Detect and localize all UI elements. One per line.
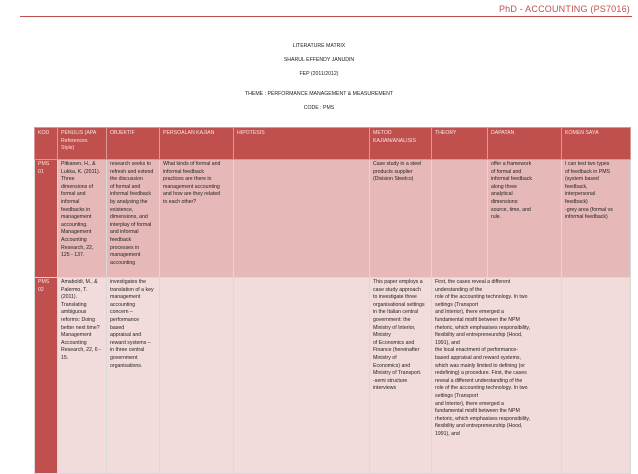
literature-matrix-table [34, 127, 631, 474]
table-row [35, 160, 631, 278]
theme: THEME : PERFORMANCE MANAGEMENT & MEASUREMENT [244, 91, 394, 97]
row-code: PMS 02 [35, 278, 58, 474]
row-hypothesis [234, 160, 370, 278]
header-rule [20, 16, 632, 17]
row-theory [432, 160, 488, 278]
row-comment: I can test two types of feedback in PMS (system based feedback, interpersonal feedback) -grey area (formal vs informal feedback) [562, 160, 631, 278]
row-code: PMS 01 [35, 160, 58, 278]
col-header-persoalan: PERSOALAN KAJIAN [160, 128, 234, 160]
row-findings: offer a framework of formal and informal feedback along three analytical dimensions: source, time, and rule. [488, 160, 562, 278]
header-row [35, 128, 631, 160]
col-header-theory: THEORY [432, 128, 488, 160]
col-header-komen: KOMEN SAYA [562, 128, 631, 160]
col-header-kod: KOD [35, 128, 58, 160]
header-title: PhD - ACCOUNTING (PS7016) [498, 4, 630, 14]
row-question [160, 278, 234, 474]
table-row [35, 278, 631, 474]
row-objective: investigates the translation of a key management accounting concern – performance based appraisal and reward systems – in three central government organisations. [107, 278, 160, 474]
row-author: Amaboldi, M., & Palermo, T. (2011). Translating ambiguous reforms: Doing better next time? Management Accounting Research, 22, 6 - 15. [58, 278, 107, 474]
row-method: Case study in a steel products supplier (Division Steelco) [370, 160, 432, 278]
row-objective: research seeks to refresh and extend the discussion of formal and informal feedback by analysing the existence, dimensions, and interplay of formal and informal feedback processes in management accounting [107, 160, 160, 278]
col-header-metod: METOD KAJIAN/ANALISIS [370, 128, 432, 160]
row-method: This paper employs a case study approach to investigate three organisational settings in the Italian central government: the Ministry of Interior, Ministry of Economics and Finance (hereinafter Ministry of Economics) and Ministry of Transport. -semi structure interviews [370, 278, 432, 474]
row-author: Pitkanen, H., & Lukka, K. (2011). Three dimensions of formal and informal feedbacks in management accounting. Management Accounting Research, 22, 125 - 137. [58, 160, 107, 278]
doc-title: LITERATURE MATRIX [292, 43, 346, 49]
col-header-dapatan: DAPATAN [488, 128, 562, 160]
row-theory: First, the cases reveal a different understanding of the role of the accounting technology. In two settings (Transport and Interior), there emerged a fundamental misfit between the NPM rhetoric, which emphasises responsibility, flexibility and entrepreneurship (Hood, 1991), and the local enactment of performance- based appraisal and reward systems, which was mainly limited to defining (or redefining) a procedure. First, the cases reveal a different understanding of the role of the accounting technology. In two settings (Transport and Interior), there emerged a fundamental misfit between the NPM rhetoric, which emphasises responsibility, flexibility and entrepreneurship (Hood, 1991), and [432, 278, 562, 474]
col-header-penulis: PENULIS (APA References Style) [58, 128, 107, 160]
row-comment [562, 278, 631, 474]
session: FEP (2011/2012) [299, 71, 339, 77]
col-header-objektif: OBJEKTIF [107, 128, 160, 160]
row-question: What kinds of formal and informal feedback practices are there in management accounting and how are they related to each other? [160, 160, 234, 278]
col-header-hipotesis: HIPOTESIS [234, 128, 370, 160]
author-name: SHARUL EFFENDY JANUDIN [283, 57, 355, 63]
row-hypothesis [234, 278, 370, 474]
code-label: CODE : PMS [303, 105, 335, 111]
